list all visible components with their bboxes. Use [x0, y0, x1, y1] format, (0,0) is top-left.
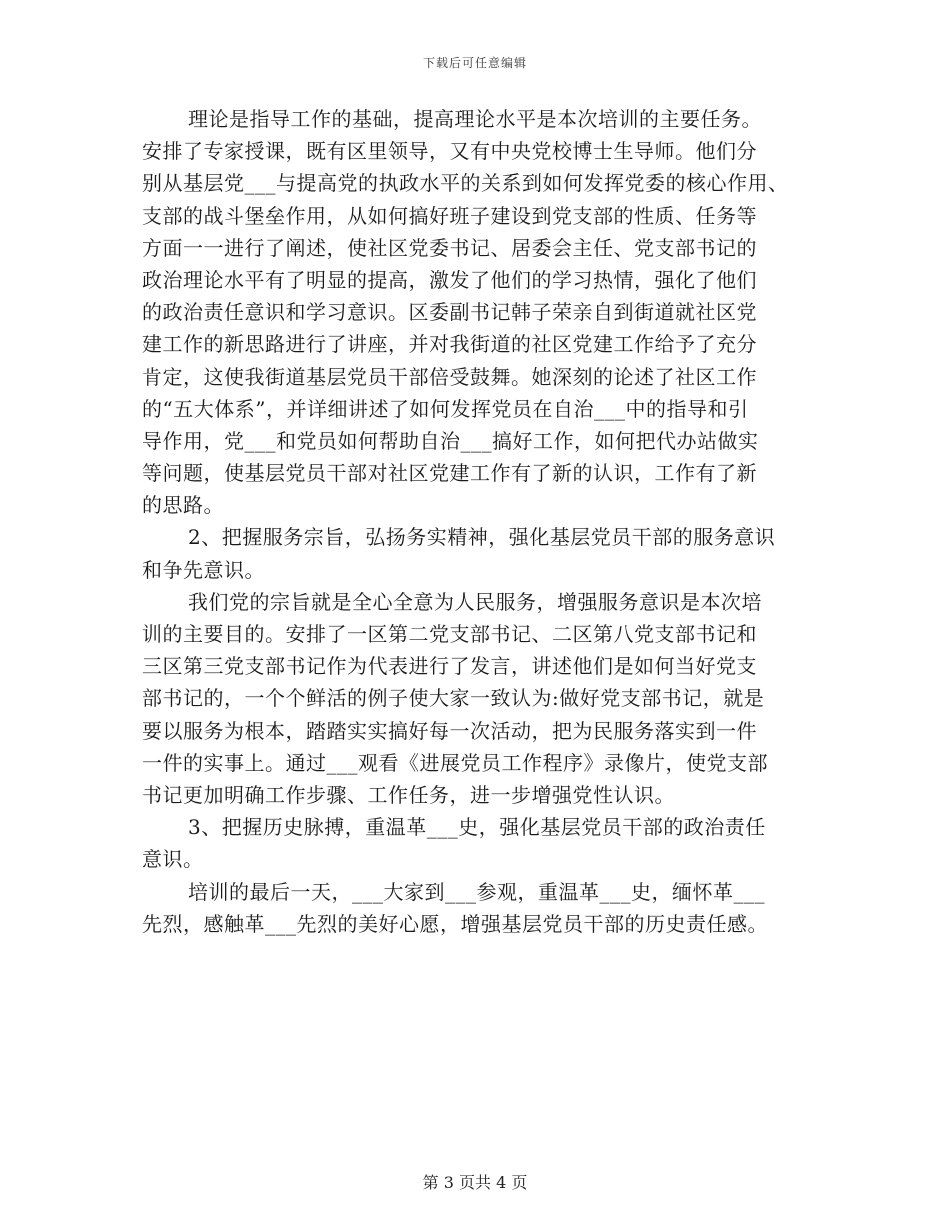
text-line: 肯定，这使我街道基层党员干部倍受鼓舞。她深刻的论述了社区工作 [142, 364, 757, 389]
text-line: 政治理论水平有了明显的提高，激发了他们的学习热情，强化了他们 [142, 267, 757, 292]
text-line: 建工作的新思路进行了讲座，并对我街道的社区党建工作给予了充分 [142, 332, 757, 357]
text-line: 三区第三党支部书记作为代表进行了发言，讲述他们是如何当好党支 [142, 654, 757, 679]
text-line: 书记更加明确工作步骤、工作任务，进一步增强党性认识。 [142, 782, 675, 807]
text-line: 部书记的，一个个鲜活的例子使大家一致认为:做好党支部书记，就是 [142, 686, 765, 711]
paragraph-first-line: 我们党的宗旨就是全心全意为人民服务，增强服务意识是本次培 [188, 589, 762, 614]
paragraph-first-line: 2、把握服务宗旨，弘扬务实精神，强化基层党员干部的服务意识 [188, 525, 776, 550]
page-number: 第 3 页共 4 页 [422, 1173, 528, 1192]
text-line: 和争先意识。 [142, 557, 265, 582]
paragraph-first-line: 培训的最后一天，___大家到___参观，重温革___史，缅怀革___ [188, 879, 765, 904]
text-line: 的“五大体系”，并详细讲述了如何发挥党员在自治___中的指导和引 [142, 396, 749, 421]
paragraph-first-line: 理论是指导工作的基础，提高理论水平是本次培训的主要任务。 [188, 107, 762, 131]
text-line: 的思路。 [142, 493, 224, 518]
text-line: 的政治责任意识和学习意识。区委副书记韩子荣亲自到街道就社区党 [142, 300, 757, 325]
text-line: 支部的战斗堡垒作用，从如何搞好班子建设到党支部的性质、任务等 [142, 203, 757, 228]
text-line: 先烈，感触革___先烈的美好心愿，增强基层党员干部的历史责任感。 [142, 911, 768, 936]
text-line: 一件的实事上。通过___观看《进展党员工作程序》录像片，使党支部 [142, 750, 768, 775]
text-line: 方面一一进行了阐述，使社区党委书记、居委会主任、党支部书记的 [142, 235, 757, 260]
document-body [142, 103, 822, 940]
text-line: 导作用，党___和党员如何帮助自治___搞好工作，如何把代办站做实 [142, 428, 759, 453]
text-line: 别从基层党___与提高党的执政水平的关系到如何发挥党委的核心作用、 [142, 171, 789, 196]
text-line: 意识。 [142, 847, 204, 872]
text-line: 要以服务为根本，踏踏实实搞好每一次活动，把为民服务落实到一件 [142, 718, 757, 743]
paragraph-first-line: 3、把握历史脉搏，重温革___史，强化基层党员干部的政治责任 [188, 815, 766, 840]
text-line: 安排了专家授课，既有区里领导，又有中央党校博士生导师。他们分 [142, 139, 757, 164]
page-header-note: 下载后可任意编辑 [422, 56, 527, 70]
text-line: 训的主要目的。安排了一区第二党支部书记、二区第八党支部书记和 [142, 622, 757, 646]
text-line: 等问题，使基层党员干部对社区党建工作有了新的认识，工作有了新 [142, 461, 757, 486]
